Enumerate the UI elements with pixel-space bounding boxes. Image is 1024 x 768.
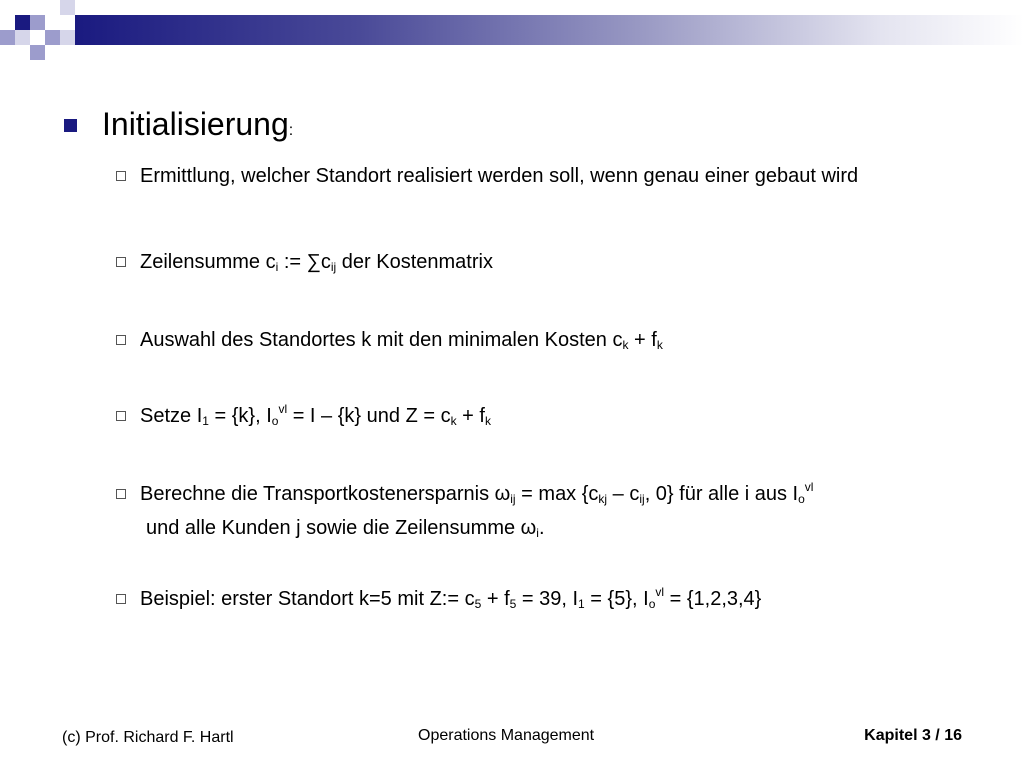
decor-square [45, 30, 60, 45]
slide-title-colon: : [288, 122, 294, 139]
hollow-square-bullet-icon [116, 335, 126, 345]
item-text: + f [628, 329, 657, 351]
item-text: Auswahl des Standortes k mit den minimalen Kosten c [140, 329, 623, 351]
item-subscript: i [536, 526, 539, 540]
decor-square [30, 45, 45, 60]
item-subscript: k [450, 414, 457, 428]
decor-square [60, 30, 75, 45]
item-subscript: o [271, 414, 279, 428]
list-item [116, 482, 813, 506]
slide-title [64, 104, 293, 144]
item-superscript: vl [655, 585, 665, 599]
list-item [116, 328, 663, 352]
item-text: Beispiel: erster Standort k=5 mit Z:= c [140, 588, 475, 610]
item-subscript: k [656, 338, 663, 352]
decor-square [0, 30, 15, 45]
item-text: Berechne die Transportkostenersparnis ω [140, 483, 511, 505]
hollow-square-bullet-icon [116, 257, 126, 267]
list-item [116, 164, 858, 188]
hollow-square-bullet-icon [116, 594, 126, 604]
footer-course: Operations Management [418, 727, 595, 744]
item-subscript: kj [598, 492, 608, 506]
item-text: = {1,2,3,4} [664, 588, 762, 610]
item-text: = {5}, I [584, 588, 649, 610]
list-item-continuation [146, 516, 545, 540]
item-subscript: 1 [578, 597, 585, 611]
item-superscript: vl [278, 402, 288, 416]
item-subscript: o [798, 492, 805, 506]
item-subscript: ij [330, 260, 337, 274]
item-text: = I – {k} und Z = c [287, 405, 451, 427]
decor-square [30, 15, 45, 30]
item-text: Setze I [140, 405, 203, 427]
list-item [116, 404, 491, 428]
item-subscript: 5 [474, 597, 482, 611]
decor-square [15, 30, 30, 45]
square-bullet-icon [64, 119, 77, 132]
hollow-square-bullet-icon [116, 171, 126, 181]
item-subscript: 5 [509, 597, 517, 611]
item-text: , 0} für alle i aus I [644, 483, 799, 505]
item-text: Ermittlung, welcher Standort realisiert werden soll, wenn genau einer gebaut wird [140, 165, 859, 187]
list-item [116, 587, 761, 611]
item-text: = {k}, I [208, 405, 272, 427]
item-subscript: 1 [202, 414, 209, 428]
item-text: = max {c [515, 483, 599, 505]
header-gradient-band [75, 15, 1024, 45]
item-text: der Kostenmatrix [336, 251, 493, 273]
item-subscript: k [484, 414, 491, 428]
item-subscript: o [648, 597, 656, 611]
item-text: = 39, I [516, 588, 579, 610]
item-text: Zeilensumme c [140, 251, 276, 273]
footer-author: (c) Prof. Richard F. Hartl [62, 729, 234, 746]
list-item [116, 250, 493, 274]
decor-square [15, 15, 30, 30]
item-text: + f [456, 405, 485, 427]
hollow-square-bullet-icon [116, 489, 126, 499]
item-text: + f [481, 588, 510, 610]
item-subscript: i [275, 260, 279, 274]
decor-square [60, 0, 75, 15]
item-text: . [538, 517, 545, 539]
item-superscript: vl [804, 480, 814, 494]
item-subscript: k [622, 338, 629, 352]
item-subscript: ij [510, 492, 516, 506]
item-text: und alle Kunden j sowie die Zeilensumme ω [146, 517, 537, 539]
item-text: := ∑c [278, 251, 331, 273]
item-text: – c [607, 483, 640, 505]
item-subscript: ij [639, 492, 645, 506]
slide-title-text: Initialisierung [102, 106, 289, 142]
hollow-square-bullet-icon [116, 411, 126, 421]
footer-chapter: Kapitel 3 / 16 [864, 727, 962, 744]
